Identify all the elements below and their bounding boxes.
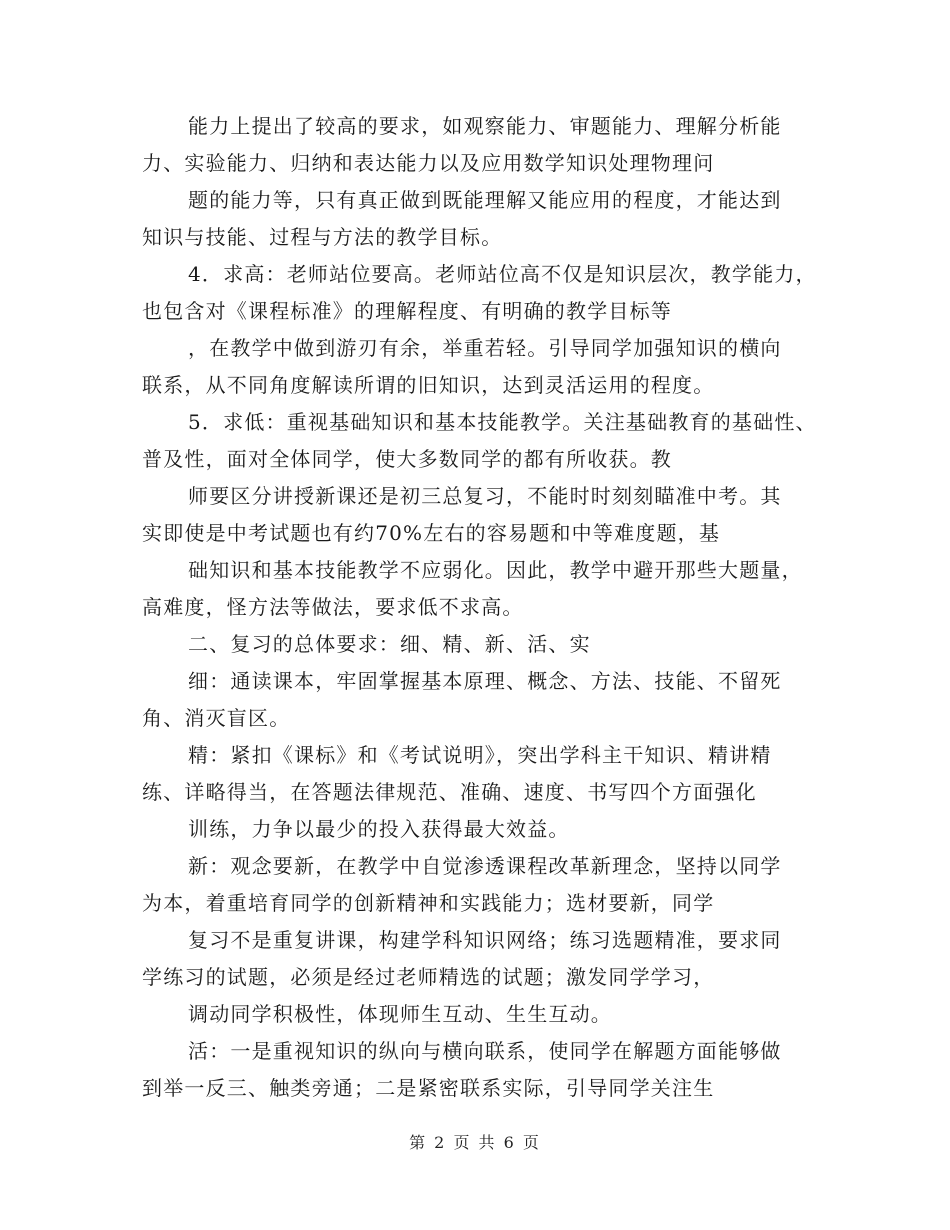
text-line-24: 学练习的试题，必须是经过老师精选的试题；激发同学学习， (142, 965, 715, 989)
text-line-3: 题的能力等，只有真正做到既能理解又能应用的程度，才能达到 (188, 188, 782, 212)
text-line-12: 实即使是中考试题也有约70%左右的容易题和中等难度题，基 (142, 521, 721, 545)
text-line-4: 知识与技能、过程与方法的教学目标。 (142, 225, 503, 249)
text-line-10: 普及性，面对全体同学，使大多数同学的都有所收获。教 (142, 447, 672, 471)
text-line-7: ，在教学中做到游刃有余，举重若轻。引导同学加强知识的横向 (188, 336, 782, 360)
text-line-18: 精：紧扣《课标》和《考试说明》，突出学科主干知识、精讲精 (188, 743, 772, 767)
text-line-6: 也包含对《课程标准》的理解程度、有明确的教学目标等 (142, 299, 672, 323)
text-line-16: 细：通读课本，牢固掌握基本原理、概念、方法、技能、不留死 (188, 669, 782, 693)
text-line-19: 练、详略得当，在答题法律规范、准确、速度、书写四个方面强化 (142, 780, 757, 804)
text-line-26: 活：一是重视知识的纵向与横向联系，使同学在解题方面能够做 (188, 1039, 782, 1063)
text-line-1: 能力上提出了较高的要求，如观察能力、审题能力、理解分析能 (188, 114, 782, 138)
page-number-footer: 第 2 页 共 6 页 (409, 1133, 541, 1152)
text-line-23: 复习不是重复讲课，构建学科知识网络；练习选题精准，要求同 (188, 928, 782, 952)
text-line-11: 师要区分讲授新课还是初三总复习，不能时时刻刻瞄准中考。其 (188, 484, 782, 508)
text-line-27: 到举一反三、触类旁通；二是紧密联系实际，引导同学关注生 (142, 1076, 715, 1100)
text-line-9: 5．求低：重视基础知识和基本技能教学。关注基础教育的基础性、 (188, 410, 817, 434)
text-line-15: 二、复习的总体要求：细、精、新、活、实 (188, 632, 591, 656)
text-line-21: 新：观念要新，在教学中自觉渗透课程改革新理念，坚持以同学 (188, 854, 782, 878)
text-line-2: 力、实验能力、归纳和表达能力以及应用数学知识处理物理问 (142, 151, 715, 175)
text-line-22: 为本，着重培育同学的创新精神和实践能力；选材要新，同学 (142, 891, 715, 915)
text-line-20: 训练，力争以最少的投入获得最大效益。 (188, 817, 570, 841)
text-line-13: 础知识和基本技能教学不应弱化。因此，教学中避开那些大题量， (188, 558, 803, 582)
text-line-17: 角、消灭盲区。 (142, 706, 291, 730)
document-body (142, 108, 832, 1107)
text-line-25: 调动同学积极性，体现师生互动、生生互动。 (188, 1002, 612, 1026)
text-line-14: 高难度，怪方法等做法，要求低不求高。 (142, 595, 524, 619)
text-line-8: 联系，从不同角度解读所谓的旧知识，达到灵活运用的程度。 (142, 373, 715, 397)
text-line-5: 4．求高：老师站位要高。老师站位高不仅是知识层次，教学能力， (188, 262, 817, 286)
